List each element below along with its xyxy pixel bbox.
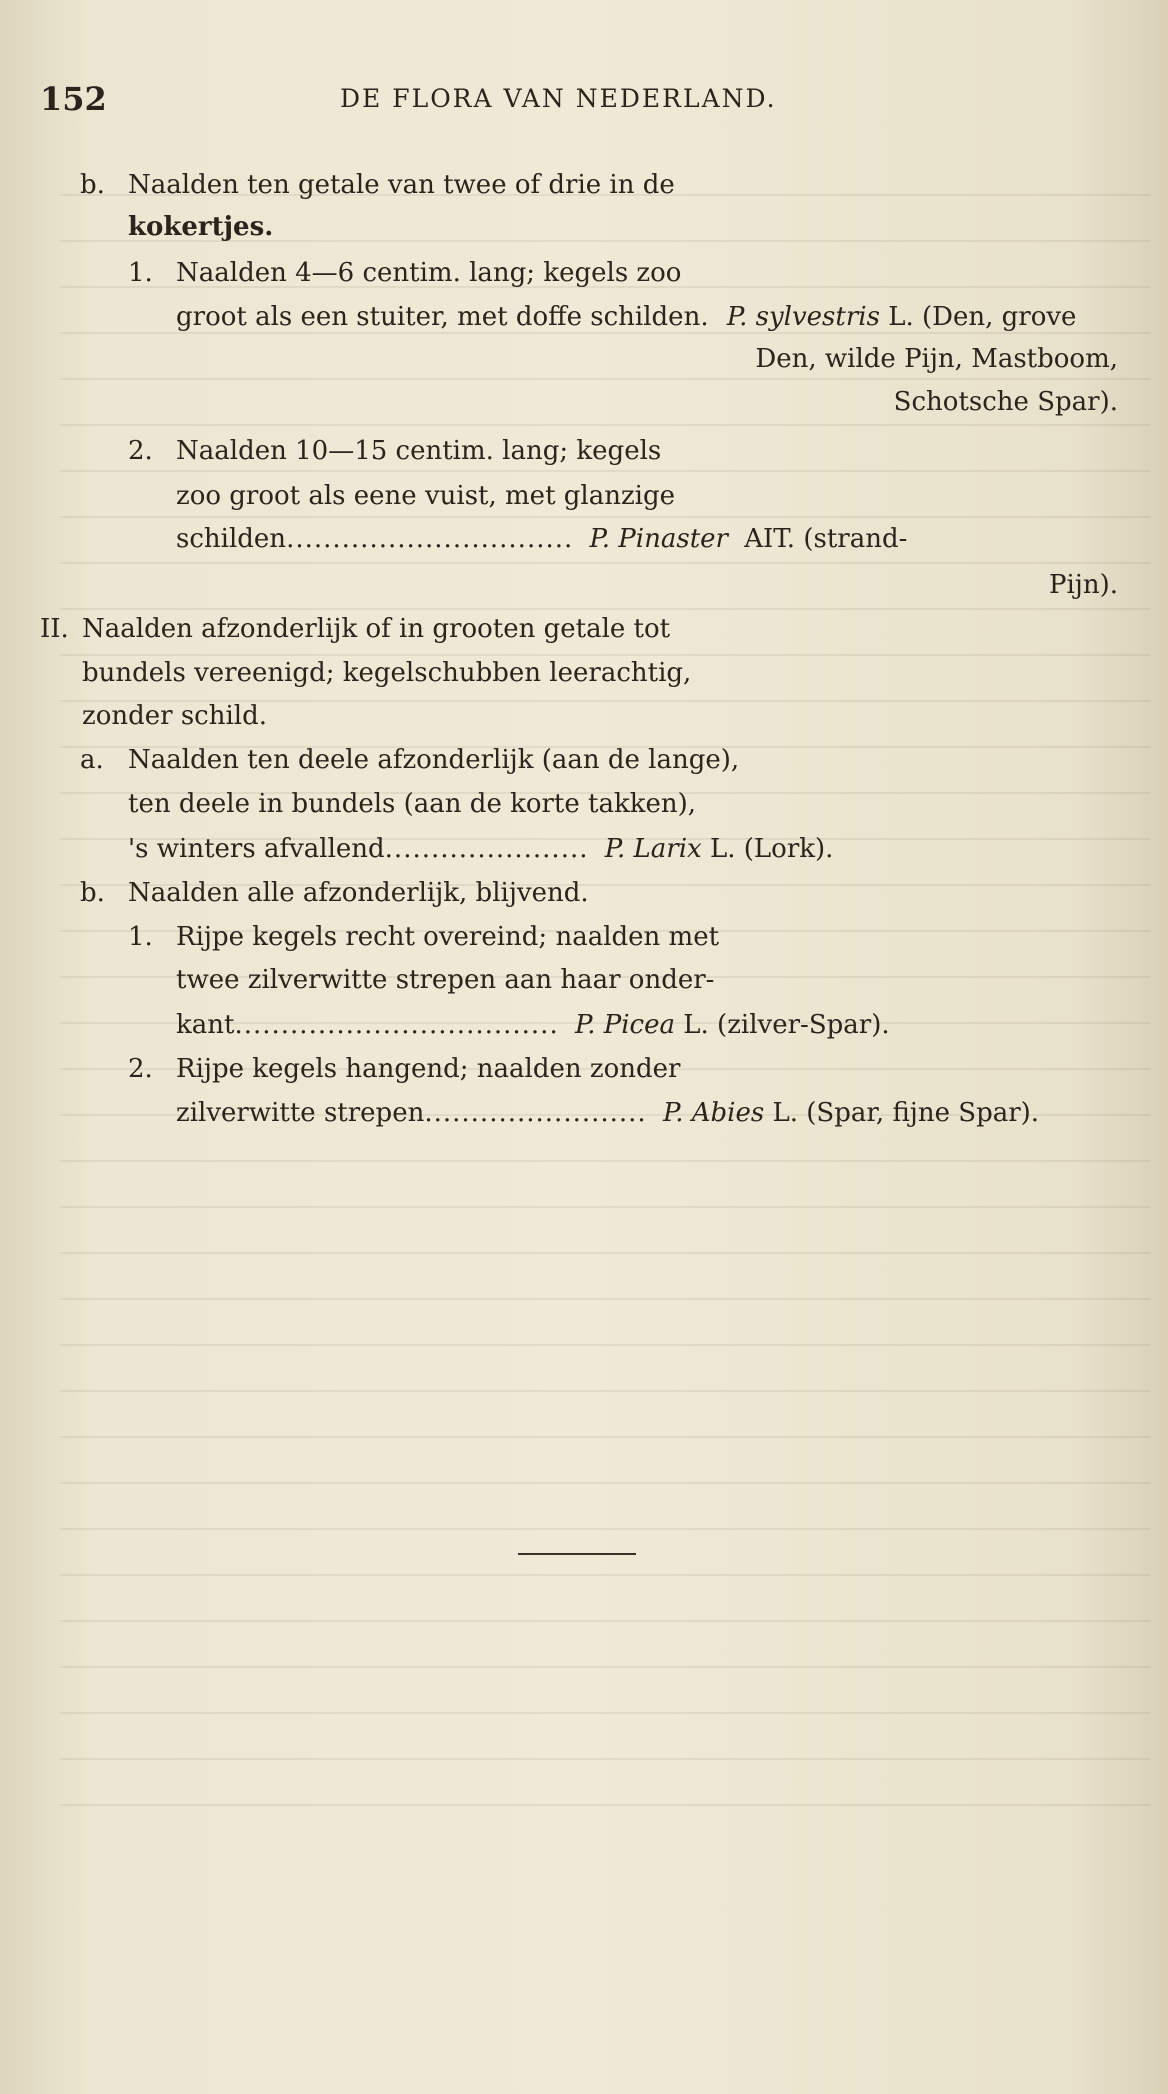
species-name: P. Abies <box>662 1098 765 1128</box>
item-text: Rijpe kegels hangend; naalden zonder <box>176 1054 681 1084</box>
species-name: P. sylvestris <box>726 302 880 332</box>
item-number: 1. <box>128 258 153 288</box>
species-name: P. Larix <box>604 834 702 864</box>
species-authority: L. (zilver-Spar). <box>683 1010 890 1040</box>
key-item-2 <box>128 1052 680 1086</box>
leader-dots: ...................... <box>384 834 589 864</box>
key-entry-b-II <box>80 876 589 910</box>
page-header <box>40 80 1140 120</box>
entry-text-cont: kokertjes. <box>128 212 274 242</box>
common-names-line: Pijn). <box>1048 570 1118 600</box>
entry-text-cont: bundels vereenigd; kegelschubben leerachtig, <box>82 658 692 688</box>
item-text: Naalden 4—6 centim. lang; kegels zoo <box>176 258 682 288</box>
item-text-line: zilverwitte strepen <box>176 1098 425 1128</box>
leader-dots: ........................ <box>424 1098 647 1128</box>
item-species-line <box>176 522 907 556</box>
key-entry-II <box>40 612 670 646</box>
common-names-line: Schotsche Spar). <box>893 387 1118 417</box>
item-text: Rijpe kegels recht overeind; naalden met <box>176 922 720 952</box>
item-text: Naalden 10—15 centim. lang; kegels <box>176 436 662 466</box>
key-item-1 <box>128 920 719 954</box>
key-item-1 <box>128 256 681 290</box>
item-text-cont: twee zilverwitte strepen aan haar onder- <box>176 965 715 995</box>
entry-text-line: 's winters afvallend <box>128 834 385 864</box>
species-authority: L. (Den, grove <box>888 302 1077 332</box>
item-text-line: groot als een stuiter, met doffe schilden. <box>176 302 709 332</box>
entry-text: Naalden ten getale van twee of drie in de <box>128 170 675 200</box>
species-name: P. Pinaster <box>589 524 728 554</box>
entry-text: Naalden afzonderlijk of in grooten getale tot <box>82 614 671 644</box>
entry-label: b. <box>80 878 105 908</box>
item-species-line <box>176 1096 1039 1130</box>
item-number: 2. <box>128 436 153 466</box>
item-number: 2. <box>128 1054 153 1084</box>
leader-dots: ................................... <box>234 1010 559 1040</box>
entry-label: b. <box>80 170 105 200</box>
item-text-line: schilden <box>176 524 287 554</box>
running-head: DE FLORA VAN NEDERLAND. <box>340 84 777 113</box>
entry-label: a. <box>80 745 104 775</box>
entry-text-cont: zonder schild. <box>82 701 268 731</box>
page-number: 152 <box>40 80 107 118</box>
item-text-cont: zoo groot als eene vuist, met glanzige <box>176 481 676 511</box>
key-entry-b <box>80 168 675 202</box>
species-authority: AIT. (strand- <box>744 524 908 554</box>
species-authority: L. (Spar, fijne Spar). <box>772 1098 1040 1128</box>
leader-dots: ............................... <box>286 524 574 554</box>
entry-label: II. <box>40 614 69 644</box>
entry-text: Naalden ten deele afzonderlijk (aan de lange), <box>128 745 740 775</box>
key-entry-a <box>80 743 739 777</box>
common-names-line: Den, wilde Pijn, Mastboom, <box>755 344 1118 374</box>
key-item-2 <box>128 434 661 468</box>
item-number: 1. <box>128 922 153 952</box>
entry-text-cont: ten deele in bundels (aan de korte takken), <box>128 789 697 819</box>
entry-text: Naalden alle afzonderlijk, blijvend. <box>128 878 589 908</box>
item-text-cont <box>176 300 1076 334</box>
item-text-line: kant <box>176 1010 235 1040</box>
entry-species-line <box>128 832 833 866</box>
section-rule <box>518 1553 636 1555</box>
species-name: P. Picea <box>574 1010 675 1040</box>
species-authority: L. (Lork). <box>709 834 834 864</box>
item-species-line <box>176 1008 890 1042</box>
